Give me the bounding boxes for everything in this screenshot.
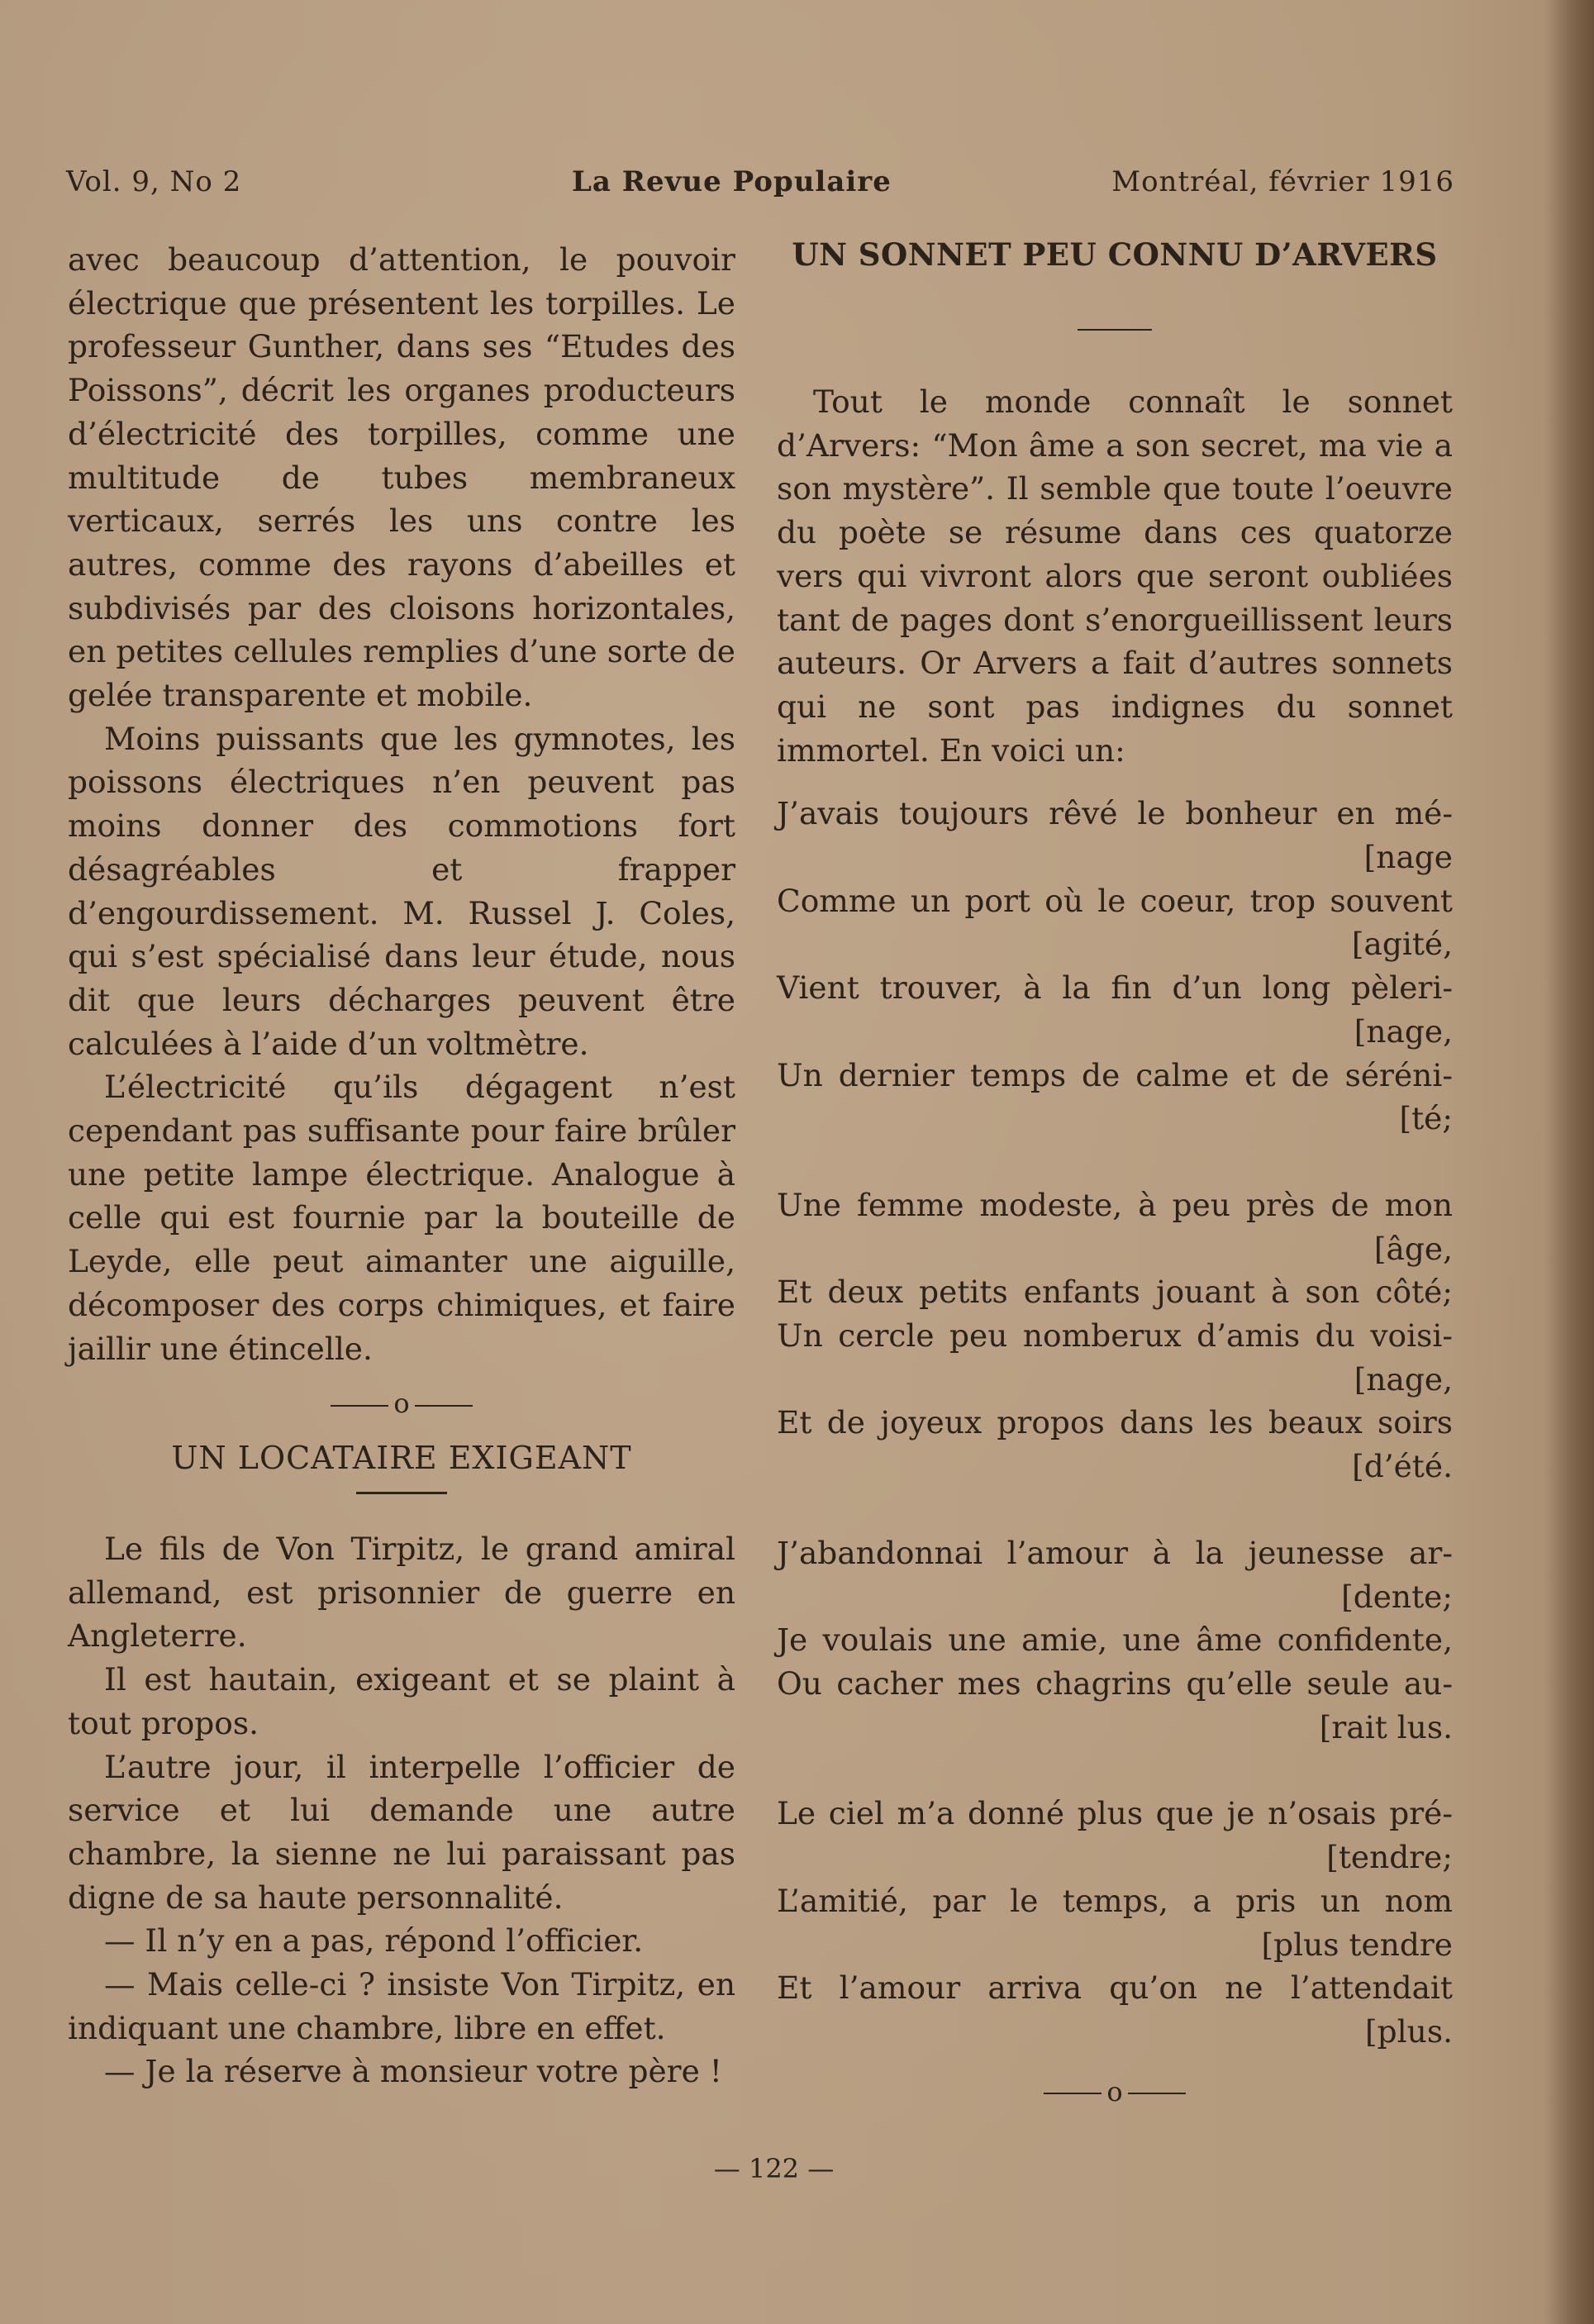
sonnet	[777, 792, 1453, 2053]
paragraph: avec beaucoup d’attention, le pouvoir électrique que présentent les torpilles. Le professeur Gunther, dans ses “Etudes des Poissons”, décrit les organes producteurs d’électricité des torpilles, comme une multitude de tubes membraneux verticaux, serrés les uns contre les autres, comme des rayons d’abeilles et subdivisés par des cloisons horizontales, en petites cellules remplies d’une sorte de gelée transparente et mobile.	[68, 241, 735, 714]
verse-line: Je voulais une amie, une âme confidente,	[777, 1622, 1453, 1659]
verse	[777, 1314, 1453, 1401]
verse-continuation: [dente;	[1341, 1578, 1453, 1615]
verse	[777, 1270, 1453, 1314]
verse-line: J’abandonnai l’amour à la jeunesse ar-	[777, 1534, 1453, 1571]
verse-line: Et deux petits enfants jouant à son côté;	[777, 1274, 1453, 1311]
verse-line: Et l’amour arriva qu’on ne l’attendait	[777, 1969, 1453, 2007]
right-column	[777, 238, 1453, 2125]
verse	[777, 1662, 1453, 1749]
verse-line: Un cercle peu nomberux d’amis du voisi-	[777, 1317, 1453, 1355]
separator-rule	[1128, 2093, 1186, 2094]
section-separator	[777, 2070, 1453, 2113]
page-header	[66, 165, 1454, 207]
separator-rule	[1044, 2093, 1102, 2094]
verse-line: Le ciel m’a donné plus que je n’osais pré-	[777, 1795, 1453, 1832]
verse-line: Vient trouver, à la fin d’un long pèleri-	[777, 969, 1453, 1007]
separator-mark: o	[1106, 2075, 1123, 2107]
verse	[777, 966, 1453, 1053]
section-separator	[68, 1382, 735, 1425]
issue-date: Montréal, février 1916	[1111, 165, 1454, 198]
verse-continuation: [agité,	[1351, 926, 1453, 963]
page-footer	[0, 2153, 1594, 2184]
separator-rule	[415, 1405, 473, 1407]
verse	[777, 879, 1453, 966]
verse-line: Un dernier temps de calme et de séréni-	[777, 1056, 1453, 1093]
verse-line: Comme un port où le coeur, trop souvent	[777, 882, 1453, 919]
paragraph: Le fils de Von Tirpitz, le grand amiral allemand, est prisonnier de guerre en Angleterre.	[68, 1530, 735, 1655]
verse-continuation: [té;	[1399, 1100, 1453, 1137]
verse-continuation: [nage,	[1354, 1012, 1453, 1050]
verse-line: Et de joyeux propos dans les beaux soirs	[777, 1404, 1453, 1441]
verse-continuation: [d’été.	[1352, 1448, 1453, 1485]
verse-line: Ou cacher mes chagrins qu’elle seule au-	[777, 1664, 1453, 1702]
paragraph: Il est hautain, exigeant et se plaint à tout propos.	[68, 1661, 735, 1741]
verse	[777, 1401, 1453, 1488]
article-title-sonnet: UN SONNET PEU CONNU D’ARVERS	[792, 236, 1438, 273]
verse-continuation: [rait lus.	[1319, 1708, 1453, 1745]
article-title-locataire: UN LOCATAIRE EXIGEANT	[171, 1440, 632, 1477]
paragraph: Tout le monde connaît le sonnet d’Arvers: “Mon âme a son secret, ma vie a son mystère”. Il semble que toute l’oeuvre du poète se résume dans ces quatorze vers qui vivront alors que seront oubliées tant de pages dont s’enorgueillissent leurs auteurs. Or Arvers a fait d’autres sonnets qui ne sont pas indignes du sonnet immortel. En voici un:	[777, 383, 1453, 769]
page-number: — 122 —	[713, 2153, 835, 2184]
verse	[777, 1879, 1453, 1966]
verse	[777, 1531, 1453, 1618]
verse-line: Une femme modeste, à peu près de mon	[777, 1186, 1453, 1223]
paragraph: Moins puissants que les gymnotes, les poissons électriques n’en peuvent pas moins donner des commotions fort désagréables et frapper d’engourdissement. M. Russel J. Coles, qui s’est spécialisé dans leur étude, nous dit que leurs décharges peuvent être calculées à l’aide d’un voltmètre.	[68, 720, 735, 1062]
paragraph: L’autre jour, il interpelle l’officier de service et lui demande une autre chambre, la sienne ne lui paraissant pas digne de sa haute personnalité.	[68, 1748, 735, 1916]
verse	[777, 1054, 1453, 1141]
stanza	[777, 1792, 1453, 2053]
verse-continuation: [plus.	[1365, 2012, 1453, 2050]
verse-continuation: [tendre;	[1326, 1839, 1453, 1876]
separator-mark: o	[393, 1388, 410, 1420]
verse	[777, 1183, 1453, 1270]
stanza	[777, 1183, 1453, 1488]
page-spine-shadow	[1544, 0, 1594, 2324]
volume-number: Vol. 9, No 2	[66, 165, 242, 198]
verse	[777, 792, 1453, 879]
paragraph: — Mais celle-ci ? insiste Von Tirpitz, en indiquant une chambre, libre en effet.	[68, 1966, 735, 2046]
separator-rule	[331, 1405, 388, 1407]
verse	[777, 1618, 1453, 1662]
paragraph: — Je la réserve à monsieur votre père !	[104, 2053, 722, 2090]
stanza	[777, 792, 1453, 1141]
verse-continuation: [nage	[1363, 839, 1453, 876]
verse-line: J’avais toujours rêvé le bonheur en mé-	[777, 795, 1453, 832]
paragraph: — Il n’y en a pas, répond l’officier.	[104, 1922, 644, 1960]
verse-line: L’amitié, par le temps, a pris un nom	[777, 1882, 1453, 1919]
stanza	[777, 1531, 1453, 1750]
paragraph: L’électricité qu’ils dégagent n’est cependant pas suffisante pour faire brûler une petite lampe électrique. Analogue à celle qui est fournie par la bouteille de Leyde, elle peut aimanter une aiguille, décomposer des corps chimiques, et faire jaillir une étincelle.	[68, 1069, 735, 1367]
verse-continuation: [plus tendre	[1261, 1926, 1453, 1963]
left-column	[68, 238, 735, 2093]
verse-continuation: [âge,	[1373, 1230, 1453, 1267]
verse	[777, 1792, 1453, 1879]
title-rule	[356, 1492, 447, 1494]
journal-title: La Revue Populaire	[572, 165, 892, 198]
verse	[777, 1966, 1453, 2053]
title-rule	[1078, 329, 1152, 331]
verse-continuation: [nage,	[1354, 1360, 1453, 1398]
